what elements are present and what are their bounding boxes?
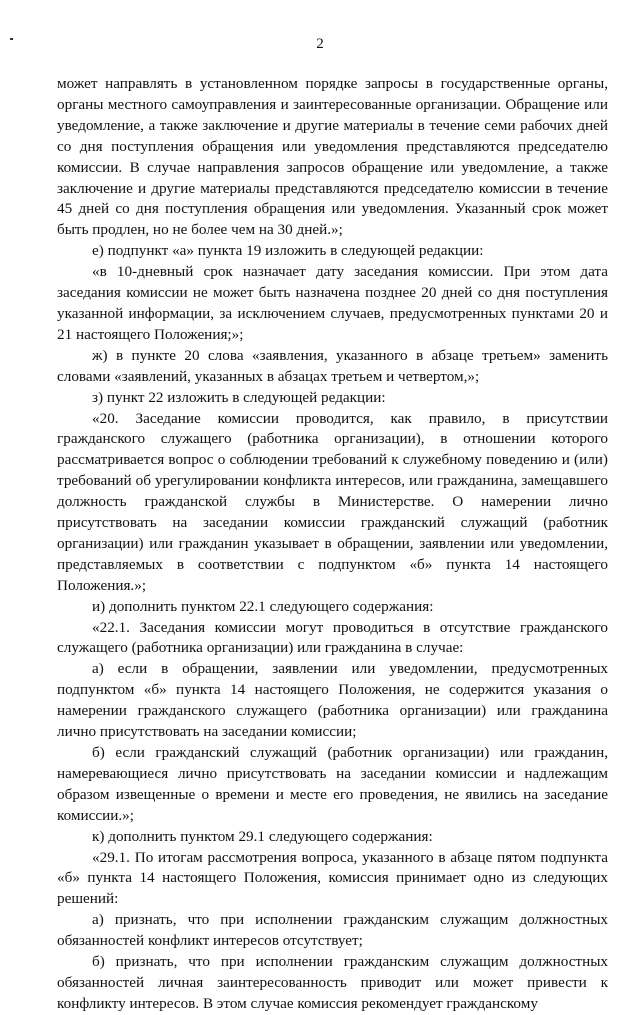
paragraph: ж) в пункте 20 слова «заявления, указанного в абзаце третьем» заменить словами «заявлений, указанных в абзацах третьем и четвертом,»;	[57, 346, 608, 385]
paragraph: «22.1. Заседания комиссии могут проводиться в отсутствие гражданского служащего (работника организации) или гражданина в случае:	[57, 618, 608, 657]
paragraph: а) признать, что при исполнении гражданским служащим должностных обязанностей конфликт интересов отсутствует;	[57, 911, 608, 950]
paragraph: «29.1. По итогам рассмотрения вопроса, указанного в абзаце пятом подпункта «б» пункта 14 настоящего Положения, комиссия принимает одно из следующих решений:	[57, 848, 608, 908]
paragraph: б) если гражданский служащий (работник организации) или гражданин, намеревающиеся лично присутствовать на заседании комиссии и надлежащим образом извещенные о времени и месте его проведения, не явились на заседание комиссии.»;	[57, 744, 608, 824]
paragraph: а) если в обращении, заявлении или уведомлении, предусмотренных подпунктом «б» пункта 14 настоящего Положения, не содержится указания о намерении гражданского служащего (работника организации) или гражданина лично присутствовать на заседании комиссии;	[57, 660, 608, 741]
paragraph: к) дополнить пунктом 29.1 следующего содержания:	[92, 827, 433, 845]
paragraph: «в 10-дневный срок назначает дату заседания комиссии. При этом дата заседания комиссии не может быть назначена позднее 20 дней со дня поступления указанной информации, за исключением случаев, предусмотренных пунктами 20 и 21 настоящего Положения;»;	[57, 263, 608, 343]
document-body	[57, 74, 608, 1015]
page-number: 2	[316, 36, 324, 52]
paragraph: может направлять в установленном порядке запросы в государственные органы, органы местного самоуправления и заинтересованные организации. Обращение или уведомление, а также заключение и другие материалы в течение семи рабочих дней со дня поступления обращения или уведомления представляются председателю комиссии. В случае направления запросов обращение или уведомление, а также заключение и другие материалы представляются председателю комиссии в течение 45 дней со дня поступления обращения или уведомления. Указанный срок может быть продлен, но не более чем на 30 дней.»;	[57, 75, 608, 239]
paragraph: з) пункт 22 изложить в следующей редакции:	[92, 388, 386, 406]
paragraph: и) дополнить пунктом 22.1 следующего содержания:	[92, 597, 434, 615]
paragraph: «20. Заседание комиссии проводится, как правило, в присутствии гражданского служащего (работника организации), в отношении которого рассматривается вопрос о соблюдении требований к служебному поведению и (или) требований об урегулировании конфликта интересов, или гражданина, замещавшего должность гражданской службы в Министерстве. О намерении лично присутствовать на заседании комиссии гражданский служащий (работник организации) или гражданин указывает в обращении, заявлении или уведомлении, представляемых в соответствии с подпунктом «б» пункта 14 настоящего Положения.»;	[57, 409, 608, 594]
paragraph: б) признать, что при исполнении гражданским служащим должностных обязанностей личная заинтересованность приводит или может привести к конфликту интересов. В этом случае комиссия рекомендует гражданскому	[57, 953, 608, 1012]
paragraph: е) подпункт «а» пункта 19 изложить в следующей редакции:	[92, 242, 484, 260]
